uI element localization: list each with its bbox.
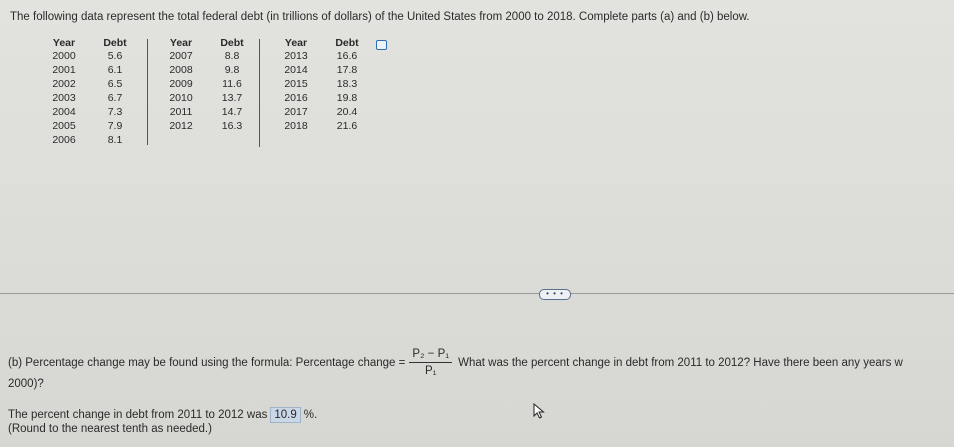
formula-denominator: P₁ (424, 365, 437, 377)
part-b-question (8, 348, 903, 377)
column-divider (147, 39, 148, 145)
formula-numerator: P₂ − P₁ (409, 348, 452, 363)
table-row: 2002 6.5 (52, 78, 123, 90)
table-row: 2011 14.7 (169, 106, 243, 118)
table-row: 2018 21.6 (284, 120, 358, 132)
table-row: 2017 20.4 (284, 106, 358, 118)
year-header: Year (52, 37, 76, 49)
intro-text: The following data represent the total federal debt (in trillions of dollars) of the United States from 2000 to 2018. Complete parts (a) and (b) below. (10, 11, 750, 23)
table-row: 2016 19.8 (284, 92, 358, 104)
table-row: 2006 8.1 (52, 134, 123, 146)
table-row: 2014 17.8 (284, 64, 358, 76)
debt-header: Debt (335, 37, 359, 49)
part-b-continuation: 2000)? (8, 378, 44, 390)
rounding-hint: (Round to the nearest tenth as needed.) (8, 423, 212, 435)
percentage-change-formula (409, 348, 452, 377)
part-b-suffix: What was the percent change in debt from 2011 to 2012? Have there been any years w (458, 356, 903, 369)
table-row: 2007 8.8 (169, 50, 240, 62)
table-row: 2000 5.6 (52, 50, 123, 62)
table-row: 2013 16.6 (284, 50, 358, 62)
answer-unit: %. (303, 409, 318, 421)
table-row: 2010 13.7 (169, 92, 243, 104)
answer-prefix: The percent change in debt from 2011 to 2012 was (8, 409, 268, 421)
column-divider (259, 39, 260, 147)
year-header: Year (284, 37, 308, 49)
more-button[interactable]: • • • (539, 289, 571, 300)
table-column-1 (38, 37, 140, 147)
table-row: 2009 11.6 (169, 78, 242, 90)
table-row: 2015 18.3 (284, 78, 358, 90)
table-column-3 (270, 37, 372, 133)
debt-data-table (38, 37, 378, 147)
answer-input[interactable]: 10.9 (270, 407, 300, 423)
part-b-prefix: (b) Percentage change may be found using the formula: Percentage change = (8, 356, 406, 369)
debt-header: Debt (103, 37, 127, 49)
mouse-cursor-icon (533, 403, 545, 419)
table-row: 2001 6.1 (52, 64, 123, 76)
table-row: 2005 7.9 (52, 120, 123, 132)
copy-icon[interactable] (376, 40, 387, 50)
table-row: 2003 6.7 (52, 92, 123, 104)
table-row: 2008 9.8 (169, 64, 240, 76)
table-row: 2004 7.3 (52, 106, 123, 118)
answer-line (8, 407, 317, 423)
debt-header: Debt (220, 37, 244, 49)
year-header: Year (169, 37, 193, 49)
table-row: 2012 16.3 (169, 120, 243, 132)
section-divider (0, 293, 954, 294)
table-column-2 (155, 37, 257, 133)
